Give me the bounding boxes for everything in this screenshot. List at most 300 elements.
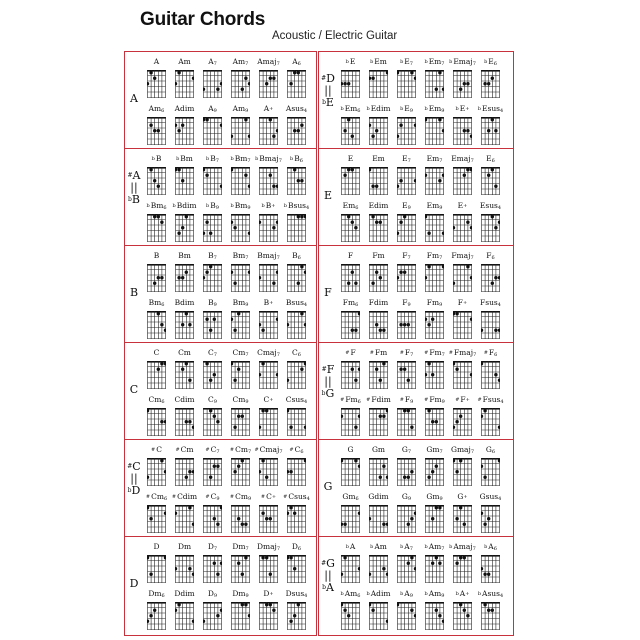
finger-dot: [241, 603, 244, 606]
fretboard-diagram: [341, 214, 360, 242]
note-name: D: [326, 72, 335, 85]
chord-diagram: [230, 251, 251, 297]
fretboard-diagram: [481, 408, 500, 436]
fretboard-diagram: [231, 264, 250, 292]
accidental: b: [146, 203, 150, 209]
finger-dot: [347, 215, 350, 218]
fretboard-diagram: [341, 555, 360, 583]
chord-diagram: [230, 348, 251, 394]
chord-name: [336, 298, 365, 308]
finger-dot: [379, 379, 382, 382]
chord-extension: 7: [441, 61, 445, 67]
chord-root: Em: [342, 201, 356, 210]
fretboard-diagram: [453, 408, 472, 436]
chord-name: [336, 201, 365, 211]
chord-name: [170, 104, 199, 114]
chord-diagram: [424, 589, 445, 635]
chord-diagram: [424, 492, 445, 538]
chord-name: [392, 395, 421, 405]
finger-dot: [289, 556, 292, 559]
accidental: b: [290, 156, 294, 162]
finger-dot: [261, 362, 264, 365]
chord-extension: 4: [499, 593, 504, 599]
chord-extension: 6: [163, 205, 167, 211]
finger-dot: [407, 409, 410, 412]
fretboard-diagram: [425, 408, 444, 436]
chord-diagram: [368, 492, 389, 538]
finger-dot: [427, 323, 430, 326]
chord-root: E: [486, 154, 492, 163]
chord-diagram: [258, 104, 279, 150]
finger-dot: [153, 77, 156, 80]
finger-dot: [347, 82, 350, 85]
finger-dot: [293, 129, 296, 132]
chord-root: Bdim: [174, 298, 195, 307]
chord-name: [476, 492, 505, 502]
fretboard-diagram: [175, 311, 194, 339]
fretboard-diagram: [481, 117, 500, 145]
finger-dot: [481, 329, 483, 332]
finger-dot: [248, 271, 250, 274]
chord-root: D: [263, 589, 270, 598]
accidental: #: [340, 397, 345, 403]
finger-dot: [494, 226, 497, 229]
finger-dot: [498, 276, 500, 279]
chord-root: F: [488, 348, 495, 357]
chord-root: Fsus: [482, 395, 501, 404]
finger-dot: [289, 506, 292, 509]
note-name: G: [325, 387, 335, 400]
chord-root: C: [292, 348, 298, 357]
fretboard-diagram: [287, 458, 306, 486]
chord-diagram: [230, 201, 251, 247]
chord-root: A: [292, 57, 298, 66]
finger-dot: [379, 415, 382, 418]
chord-extension: 4: [304, 593, 308, 599]
finger-dot: [459, 556, 462, 559]
finger-dot: [259, 373, 261, 376]
accidental: b: [172, 203, 176, 209]
chord-extension: 7: [441, 352, 445, 358]
finger-dot: [491, 609, 494, 612]
chord-root: B: [210, 201, 216, 210]
fretboard-diagram: [397, 408, 416, 436]
finger-dot: [203, 88, 205, 91]
finger-dot: [181, 179, 184, 182]
accidental: b: [283, 203, 287, 209]
fretboard-diagram: [231, 311, 250, 339]
chord-name: [226, 298, 255, 308]
chord-name: [448, 298, 477, 308]
chord-root: Bdim: [176, 201, 197, 210]
accidental: #: [345, 350, 350, 356]
sharp-sign: #: [321, 560, 327, 567]
chord-root: Cm: [232, 395, 246, 404]
flat-sign: b: [128, 196, 132, 203]
finger-dot: [435, 88, 438, 91]
fretboard-diagram: [481, 361, 500, 389]
chord-root: Adim: [370, 589, 391, 598]
chord-extension: 6: [491, 158, 495, 164]
accidental: b: [345, 59, 349, 65]
finger-dot: [431, 420, 434, 423]
fretboard-diagram: [453, 70, 472, 98]
finger-dot: [343, 82, 346, 85]
chord-name: [448, 348, 477, 358]
accidental: b: [455, 591, 459, 597]
finger-dot: [487, 517, 490, 520]
chord-diagram: [230, 492, 251, 538]
finger-dot: [248, 82, 250, 85]
fretboard-diagram: [147, 167, 166, 195]
fretboard-diagram: [425, 555, 444, 583]
accidental: b: [370, 59, 374, 65]
chord-name: [282, 154, 311, 164]
chord-root: Fm: [429, 348, 442, 357]
chord-name: [392, 348, 421, 358]
fretboard-diagram: [175, 408, 194, 436]
fretboard-diagram: [259, 311, 278, 339]
finger-dot: [181, 226, 184, 229]
chord-diagram: [424, 348, 445, 394]
chord-diagram: [258, 348, 279, 394]
section-label: [125, 578, 143, 590]
chord-root: A: [263, 104, 270, 113]
chord-extension: 4: [303, 108, 308, 114]
fretboard-diagram: [175, 117, 194, 145]
chord-diagram: [286, 542, 307, 588]
finger-dot: [453, 226, 455, 229]
chord-root: Fm: [374, 348, 388, 357]
finger-dot: [276, 129, 278, 132]
finger-dot: [276, 373, 278, 376]
chord-name: [476, 201, 505, 211]
chord-name: [336, 589, 365, 599]
finger-dot: [463, 609, 466, 612]
finger-dot: [231, 318, 233, 321]
chord-extension: 7: [439, 449, 443, 455]
chord-root: G: [347, 445, 354, 454]
chord-extension: 6: [297, 546, 302, 552]
chord-root: Bm: [150, 201, 164, 210]
chord-root: B: [208, 251, 214, 260]
fretboard-diagram: [203, 214, 222, 242]
fretboard-diagram: [147, 602, 166, 630]
finger-dot: [453, 282, 455, 285]
note-name: C: [132, 460, 141, 473]
chord-name: [198, 589, 227, 599]
chord-name: [282, 57, 311, 67]
chord-diagram: [146, 348, 167, 394]
fretboard-diagram: [453, 361, 472, 389]
finger-dot: [205, 362, 208, 365]
finger-dot: [203, 620, 205, 623]
chord-extension: 4: [498, 496, 502, 502]
finger-dot: [442, 174, 444, 177]
fretboard-diagram: [425, 311, 444, 339]
fretboard-diagram: [481, 311, 500, 339]
chord-extension: 9: [213, 399, 217, 405]
chord-diagram: [286, 298, 307, 344]
finger-dot: [414, 124, 416, 127]
accidental: #: [455, 397, 460, 403]
chord-root: B: [155, 154, 162, 163]
finger-dot: [487, 129, 490, 132]
chord-root: B: [208, 298, 214, 307]
finger-dot: [483, 476, 486, 479]
chord-root: Adim: [174, 104, 195, 113]
chord-name: [198, 542, 227, 552]
chord-name: [420, 104, 449, 114]
chord-extension: 9: [213, 108, 217, 114]
chord-diagram: [396, 298, 417, 344]
chord-name: [254, 251, 283, 261]
chord-root: A: [488, 542, 494, 551]
finger-dot: [403, 215, 406, 218]
section-divider: [318, 342, 514, 343]
finger-dot: [438, 614, 441, 617]
finger-dot: [244, 523, 247, 526]
finger-dot: [192, 620, 194, 623]
finger-dot: [213, 517, 216, 520]
finger-dot: [188, 567, 191, 570]
chord-extension: 6: [355, 302, 359, 308]
chord-root: Fm: [426, 251, 440, 260]
chord-diagram: [449, 57, 476, 103]
finger-dot: [164, 329, 166, 332]
chord-root: Bm: [180, 154, 193, 163]
chord-diagram: [286, 57, 307, 103]
fretboard-diagram: [147, 361, 166, 389]
chord-diagram: [452, 395, 473, 441]
flat-sign: b: [127, 487, 132, 494]
chord-diagram: [368, 57, 389, 103]
finger-dot: [386, 523, 388, 526]
chord-name: [364, 445, 393, 455]
chord-name: [448, 395, 477, 405]
finger-dot: [205, 271, 208, 274]
chord-extension: 7: [472, 546, 476, 552]
fretboard-diagram: [287, 408, 306, 436]
finger-dot: [453, 426, 455, 429]
finger-dot: [455, 420, 458, 423]
fretboard-diagram: [481, 555, 500, 583]
chord-name: [420, 589, 449, 599]
finger-dot: [241, 88, 244, 91]
finger-dot: [397, 185, 399, 188]
chord-diagram: [258, 542, 279, 588]
fretboard-diagram: [231, 214, 250, 242]
page-title: Guitar Chords: [140, 9, 266, 30]
chord-diagram: [174, 154, 195, 200]
chord-extension: 7: [245, 352, 249, 358]
chord-diagram: [202, 348, 223, 394]
finger-dot: [470, 226, 472, 229]
chord-root: Cm: [151, 492, 164, 501]
finger-dot: [382, 415, 385, 418]
finger-dot: [403, 368, 406, 371]
chord-diagram: [452, 589, 473, 635]
finger-dot: [341, 523, 343, 526]
chord-root: Gm: [426, 492, 440, 501]
fretboard-diagram: [287, 361, 306, 389]
finger-dot: [459, 88, 462, 91]
finger-dot: [259, 323, 261, 326]
chord-extension: +: [463, 203, 468, 209]
finger-dot: [265, 82, 268, 85]
accidental: #: [448, 350, 453, 356]
chord-root: G: [401, 492, 408, 501]
fretboard-diagram: [147, 555, 166, 583]
finger-dot: [269, 77, 272, 80]
chord-name: [282, 298, 311, 308]
fretboard-diagram: [481, 167, 500, 195]
fretboard-diagram: [369, 311, 388, 339]
chord-diagram: [340, 542, 361, 588]
chord-root: Bm: [148, 298, 162, 307]
chord-root: E: [402, 201, 408, 210]
chord-root: F: [347, 251, 354, 260]
chord-name: [198, 154, 227, 164]
finger-dot: [470, 135, 472, 138]
chord-name: [364, 298, 393, 308]
finger-dot: [287, 323, 289, 326]
section-divider: [318, 439, 514, 440]
section-divider: [124, 439, 317, 440]
finger-dot: [300, 179, 303, 182]
chord-name: [226, 154, 255, 164]
accidental: #: [283, 494, 288, 500]
chord-name: [142, 395, 171, 405]
finger-dot: [276, 271, 278, 274]
finger-dot: [287, 379, 289, 382]
note-name: B: [131, 193, 140, 206]
finger-dot: [237, 465, 240, 468]
chord-root: A: [459, 589, 466, 598]
finger-dot: [203, 276, 205, 279]
chord-name: [282, 251, 311, 261]
finger-dot: [177, 129, 180, 132]
finger-dot: [160, 420, 163, 423]
chord-diagram: [258, 298, 279, 344]
fretboard-diagram: [287, 555, 306, 583]
chord-diagram: [286, 348, 307, 394]
chord-extension: +: [465, 397, 470, 403]
chord-name: [364, 57, 393, 67]
chord-diagram: [368, 445, 389, 491]
chord-name: [226, 348, 255, 358]
accidental: b: [340, 106, 344, 112]
chord-diagram: [452, 445, 473, 491]
finger-dot: [188, 323, 191, 326]
chord-diagram: [424, 542, 445, 588]
chord-extension: +: [271, 203, 276, 209]
finger-dot: [466, 614, 469, 617]
chord-diagram: [396, 57, 417, 103]
chord-diagram: [202, 104, 223, 150]
finger-dot: [157, 276, 160, 279]
chord-root: A: [208, 104, 214, 113]
chord-name: [336, 251, 365, 261]
chord-diagram: [452, 251, 473, 297]
accidental: b: [424, 591, 428, 597]
finger-dot: [431, 562, 434, 565]
finger-dot: [289, 426, 292, 429]
fretboard-diagram: [147, 264, 166, 292]
chord-diagram: [452, 104, 473, 150]
accidental: b: [424, 106, 428, 112]
sharp-sign: #: [321, 366, 327, 373]
finger-dot: [164, 512, 166, 515]
finger-dot: [304, 271, 306, 274]
chord-root: C: [210, 445, 217, 454]
fretboard-diagram: [369, 214, 388, 242]
chord-extension: 7: [472, 61, 476, 67]
chord-root: Cmaj: [257, 348, 277, 357]
finger-dot: [220, 82, 222, 85]
chord-extension: 7: [247, 449, 252, 455]
finger-dot: [382, 465, 385, 468]
finger-dot: [375, 129, 378, 132]
finger-dot: [188, 379, 191, 382]
chord-root: Amaj: [453, 542, 473, 551]
accidental: b: [255, 156, 259, 162]
chord-diagram: [396, 445, 417, 491]
chord-root: G: [457, 492, 464, 501]
finger-dot: [403, 476, 406, 479]
accidental: #: [229, 447, 235, 453]
chord-root: Am: [232, 104, 246, 113]
finger-dot: [175, 512, 177, 515]
accidental: #: [171, 494, 177, 500]
fretboard-diagram: [175, 264, 194, 292]
fretboard-diagram: [397, 264, 416, 292]
fretboard-diagram: [231, 167, 250, 195]
fretboard-diagram: [259, 602, 278, 630]
chord-root: Bmaj: [257, 251, 277, 260]
finger-dot: [192, 573, 194, 576]
finger-dot: [237, 368, 240, 371]
finger-dot: [414, 614, 416, 617]
finger-dot: [248, 232, 250, 235]
chord-extension: +: [269, 397, 274, 403]
section-label: [125, 93, 143, 105]
fretboard-diagram: [453, 311, 472, 339]
finger-dot: [470, 373, 472, 376]
chord-root: Gsus: [479, 492, 499, 501]
finger-dot: [261, 329, 264, 332]
chord-diagram: [424, 154, 445, 200]
enharmonic-divider: ||: [130, 472, 138, 485]
finger-dot: [354, 282, 357, 285]
sharp-sign: #: [127, 172, 133, 179]
finger-dot: [244, 556, 247, 559]
finger-dot: [410, 426, 413, 429]
chord-root: Bsus: [285, 298, 304, 307]
finger-dot: [237, 415, 240, 418]
finger-dot: [463, 82, 466, 85]
fretboard-diagram: [369, 117, 388, 145]
finger-dot: [371, 135, 374, 138]
chord-name: [392, 154, 421, 164]
finger-dot: [403, 271, 406, 274]
finger-dot: [177, 232, 180, 235]
chord-root: Bm: [234, 154, 248, 163]
chord-extension: 6: [357, 593, 361, 599]
finger-dot: [427, 362, 430, 365]
finger-dot: [293, 168, 296, 171]
fretboard-diagram: [203, 361, 222, 389]
